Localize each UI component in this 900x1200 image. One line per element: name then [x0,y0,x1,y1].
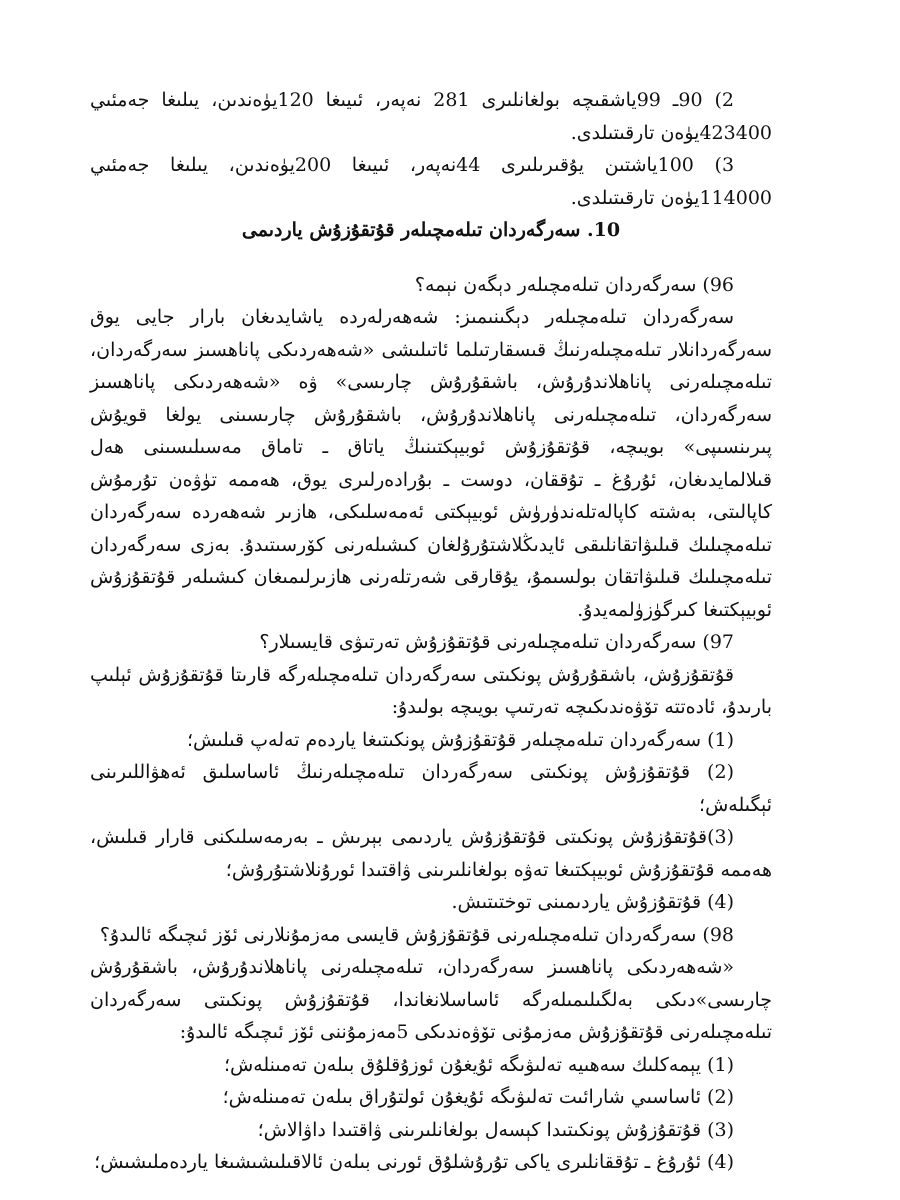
answer-98-item-2: (2) ئاساسىي شارائىت تەلىۋىگە ئۇيغۇن ئولتۇراق بىلەن تەمىنلەش؛ [222,1086,734,1108]
section-heading: 10. سەرگەردان تىلەمچىلەر قۇتقۇزۇش ياردىمى [241,219,621,241]
answer-97-step-1: (1) سەرگەردان تىلەمچىلەر قۇتقۇزۇش پونكىتىغا ياردەم تەلەپ قىلىش؛ [187,728,734,751]
answer-98-item-1: (1) يېمەكلىك سەھىيە تەلىۋىگە ئۇيغۇن ئوزۇقلۇق بىلەن تەمىنلەش؛ [223,1053,734,1076]
answer-98-item-4: (4) ئۇرۇغ ـ تۇققانلىرى ياكى تۇرۇشلۇق ئورنى بىلەن ئالاقىلىشىشىغا ياردەملىشىش؛ [94,1151,734,1173]
answer-97-step-4: (4) قۇتقۇزۇش ياردىمىنى توختىتىش. [451,891,734,913]
paragraph-item-3: 3) 100ياشتىن يۇقىرىلىرى 44نەپەر، ئىيىغا 200يۈەندىن، يىلىغا جەمئىي 114000يۈەن تارقىتىلدى. [90,154,772,209]
answer-98-item-3: (3) قۇتقۇزۇش پونكىتىدا كېسەل بولغانلىرىنى ۋاقتىدا داۋالاش؛ [257,1118,734,1141]
answer-97-step-3: (3)قۇتقۇزۇش پونكىتى قۇتقۇزۇش ياردىمى بېرىش ـ بەرمەسلىكنى قارار قىلىش، ھەممە قۇتقۇزۇش ئوبيېكتىغا تەۋە بولغانلىرىنى ۋاقتىدا ئورۇنلاشتۇرۇش؛ [90,826,772,881]
answer-96: سەرگەردان تىلەمچىلەر دېگىنىمىز: شەھەرلەردە ياشايدىغان بارار جايى يوق سەرگەردانلار تىلەمچىلەرنىڭ قىسقارتىلما ئاتىلىشى «شەھەردىكى پاناھسىز سەرگەردان، تىلەمچىلەرنى پاناھلاندۇرۇش، باشقۇرۇش چارىسى» ۋە «شەھەردىكى پاناھسىز سەرگەردان، تىلەمچىلەرنى پاناھلاندۇرۇش، باشقۇرۇش چارىسىنى يولغا قويۇش پىرىنسىپى» بويىچە، قۇتقۇزۇش ئوبيېكتىنىڭ ياتاق ـ تاماق مەسىلىسىنى ھەل قىلالمايدىغان، ئۇرۇغ ـ تۇققان، دوست ـ بۇرادەرلىرى يوق، ھەممە تۈۋەن تۇرمۇش كاپالىتى، بەشتە كاپالەتلەندۈرۈش ئوبيېكتى ئەمەسلىكى، ھازىر شەھەردە سەرگەردان تىلەمچىلىك قىلىۋاتقانلىقى ئايدىڭلاشتۇرۇلغان كىشىلەرنى كۆرسىتىدۇ. بەزى سەرگەردان تىلەمچىلىك قىلىۋاتقان بولسىمۇ، يۇقارقى شەرتلەرنى ھازىرلىمىغان كىشىلەر قۇتقۇزۇش ئوبيېكتىغا كىرگۈزۈلمەيدۇ. [90,306,772,621]
paragraph-item-2: 2) 90ـ 99ياشقىچە بولغانلىرى 281 نەپەر، ئىيىغا 120يۈەندىن، يىلىغا جەمئىي 423400يۈەن تارقىتىلدى. [90,89,772,144]
question-97: 97) سەرگەردان تىلەمچىلەرنى قۇتقۇزۇش تەرتىۋى قايسىلار؟ [259,631,734,653]
question-96: 96) سەرگەردان تىلەمچىلەر دېگەن نېمە؟ [414,273,734,296]
answer-98-intro: «شەھەردىكى پاناھسىز سەرگەردان، تىلەمچىلەرنى پاناھلاندۇرۇش، باشقۇرۇش چارىسى»دىكى بەلگىلىمىلەرگە ئاساسلانغاندا، قۇتقۇزۇش پونكىتى سەرگەردان تىلەمچىلەرنى قۇتقۇزۇش مەزمۇنى تۆۋەندىكى 5مەزمۇننى ئۆز ئىچىگە ئالىدۇ: [90,956,772,1043]
question-98: 98) سەرگەردان تىلەمچىلەرنى قۇتقۇزۇش قايسى مەزمۇنلارنى ئۆز ئىچىگە ئالىدۇ؟ [99,923,734,946]
answer-97-step-2: (2) قۇتقۇزۇش پونكىتى سەرگەردان تىلەمچىلەرنىڭ ئاساسلىق ئەھۋاللىرىنى ئېگىلەش؛ [90,761,772,816]
answer-97-intro: قۇتقۇزۇش، باشقۇرۇش پونكىتى سەرگەردان تىلەمچىلەرگە قارىتا قۇتقۇزۇش ئېلىپ بارىدۇ، ئادەتتە تۆۋەندىكىچە تەرتىپ بويىچە بولىدۇ: [90,663,772,718]
